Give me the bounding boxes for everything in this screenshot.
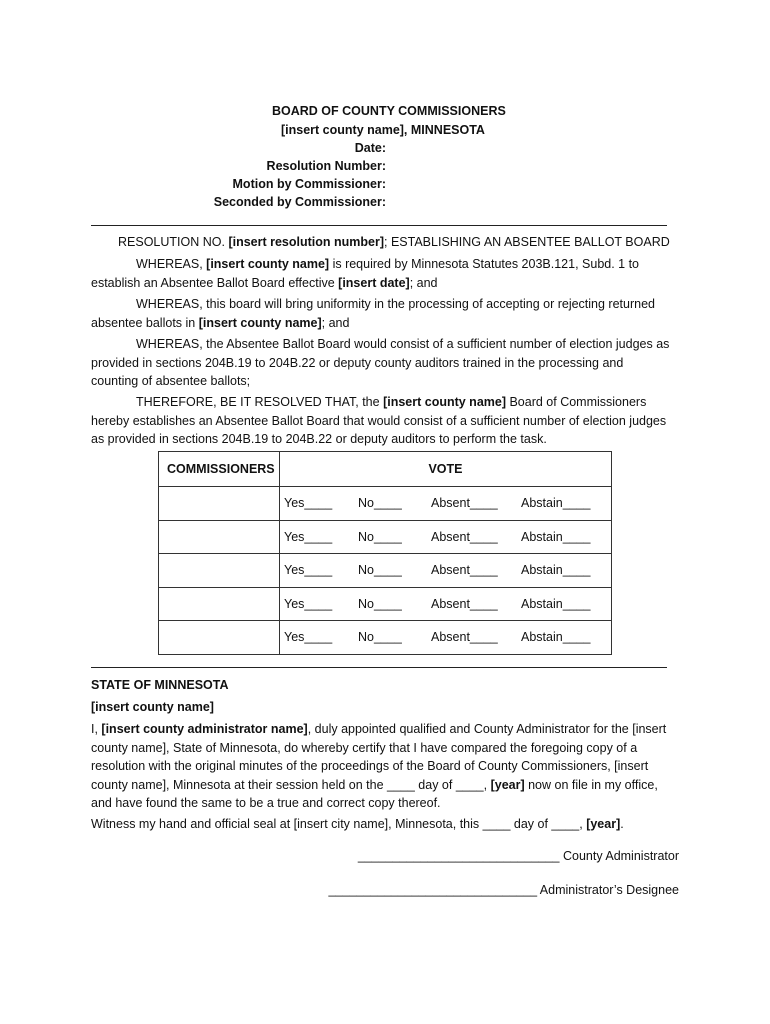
resolution-suffix: ; ESTABLISHING AN ABSENTEE BALLOT BOARD: [384, 235, 670, 249]
resolution-number-label: Resolution Number:: [266, 159, 386, 173]
county-placeholder: [insert county name]: [206, 257, 330, 271]
vote-absent: Absent____: [431, 529, 498, 544]
bottom-divider: [91, 667, 667, 668]
table-row: [159, 621, 612, 655]
text-run: WHEREAS, the Absentee Ballot Board would consist of a sufficient number of election judges as provided in sections 204B.19 to 204B.22 or deputy county auditors trained in the processing and counting of absentee ballots;: [91, 337, 670, 388]
vote-abstain: Abstain____: [521, 563, 591, 578]
commissioner-name-cell: [159, 520, 280, 554]
text-run: Board of Commissioners hereby establishes an Absentee Ballot Board that would consist of a sufficient number of election judges as provided in sections 204B.19 to 204B.22 or deputy auditors to perform the task.: [91, 395, 667, 446]
vote-no: No____: [358, 596, 402, 611]
vote-yes: Yes____: [284, 496, 333, 511]
text-run: , duly appointed qualified and County Administrator for the [insert county name], State of Minnesota, do whereby certify that I have compared the foregoing copy of a resolution with the original minutes of the proceedings of the Board of County Commissioners, [insert county name], Minnesota at their session held on the ____ day of ____,: [91, 722, 667, 792]
vote-no: No____: [358, 563, 402, 578]
top-divider: [91, 225, 667, 226]
vote-table-header: [159, 452, 612, 487]
witness-paragraph: [91, 815, 671, 834]
resolution-prefix: RESOLUTION NO.: [118, 235, 229, 249]
commissioner-name-cell: [159, 554, 280, 588]
text-run: ; and: [409, 275, 438, 290]
text-run: WHEREAS, this board will bring uniformity in the processing of accepting or rejecting returned absentee ballots in: [91, 297, 655, 330]
board-title: BOARD OF COUNTY COMMISSIONERS: [272, 104, 506, 118]
table-row: [159, 554, 612, 588]
text-run: is required by Minnesota Statutes 203B.121, Subd. 1 to establish an Absentee Ballot Board effective: [91, 257, 640, 290]
vote-yes: Yes____: [284, 630, 333, 645]
county-heading: [insert county name]: [91, 700, 214, 714]
year-placeholder: [year]: [490, 777, 525, 792]
date-placeholder: [insert date]: [338, 275, 410, 290]
resolution-heading: [91, 233, 671, 252]
table-row: [159, 587, 612, 621]
text-run: WHEREAS,: [136, 257, 207, 271]
table-row: [159, 520, 612, 554]
vote-absent: Absent____: [431, 496, 498, 511]
state-heading: STATE OF MINNESOTA: [91, 678, 229, 692]
vote-abstain: Abstain____: [521, 529, 591, 544]
administrator-designee-signature-line: ______________________________ Administrator’s Designee: [328, 883, 679, 897]
vote-absent: Absent____: [431, 563, 498, 578]
vote-column-header: VOTE: [280, 452, 612, 487]
commissioners-column-header: COMMISSIONERS: [159, 452, 280, 487]
vote-options-cell: [280, 487, 612, 521]
vote-no: No____: [358, 630, 402, 645]
resolution-number-placeholder: [insert resolution number]: [228, 235, 385, 249]
commissioner-name-cell: [159, 587, 280, 621]
county-placeholder: [insert county name]: [198, 315, 322, 330]
motion-label: Motion by Commissioner:: [232, 177, 386, 191]
vote-yes: Yes____: [284, 529, 333, 544]
vote-absent: Absent____: [431, 596, 498, 611]
table-row: [159, 487, 612, 521]
text-run: ; and: [321, 315, 350, 330]
vote-options-cell: [280, 554, 612, 588]
text-run: .: [620, 817, 624, 831]
vote-table: [158, 451, 612, 655]
seconded-label: Seconded by Commissioner:: [213, 195, 386, 209]
text-run: THEREFORE, BE IT RESOLVED THAT, the: [136, 395, 384, 409]
vote-options-cell: [280, 621, 612, 655]
county-state-line: [insert county name], MINNESOTA: [281, 123, 485, 137]
vote-abstain: Abstain____: [521, 496, 591, 511]
vote-yes: Yes____: [284, 563, 333, 578]
vote-no: No____: [358, 496, 402, 511]
therefore-paragraph: [91, 393, 671, 449]
county-administrator-signature-line: _____________________________ County Administrator: [357, 849, 679, 863]
vote-abstain: Abstain____: [521, 630, 591, 645]
commissioner-name-cell: [159, 487, 280, 521]
vote-options-cell: [280, 520, 612, 554]
whereas-paragraph-2: [91, 295, 671, 332]
text-run: Witness my hand and official seal at [insert city name], Minnesota, this ____ day of ____,: [91, 817, 587, 831]
vote-options-cell: [280, 587, 612, 621]
date-label: Date:: [354, 141, 386, 155]
county-placeholder: [insert county name]: [383, 395, 506, 409]
whereas-paragraph-3: [91, 335, 671, 391]
certification-paragraph: [91, 720, 671, 813]
vote-abstain: Abstain____: [521, 596, 591, 611]
text-run: now on file in my office, and have found the same to be a true and correct copy thereof.: [91, 777, 658, 810]
commissioner-name-cell: [159, 621, 280, 655]
vote-no: No____: [358, 529, 402, 544]
vote-yes: Yes____: [284, 596, 333, 611]
vote-absent: Absent____: [431, 630, 498, 645]
year-placeholder: [year]: [586, 817, 621, 831]
administrator-placeholder: [insert county administrator name]: [101, 722, 308, 736]
text-run: I,: [91, 722, 102, 736]
whereas-paragraph-1: [91, 255, 671, 292]
